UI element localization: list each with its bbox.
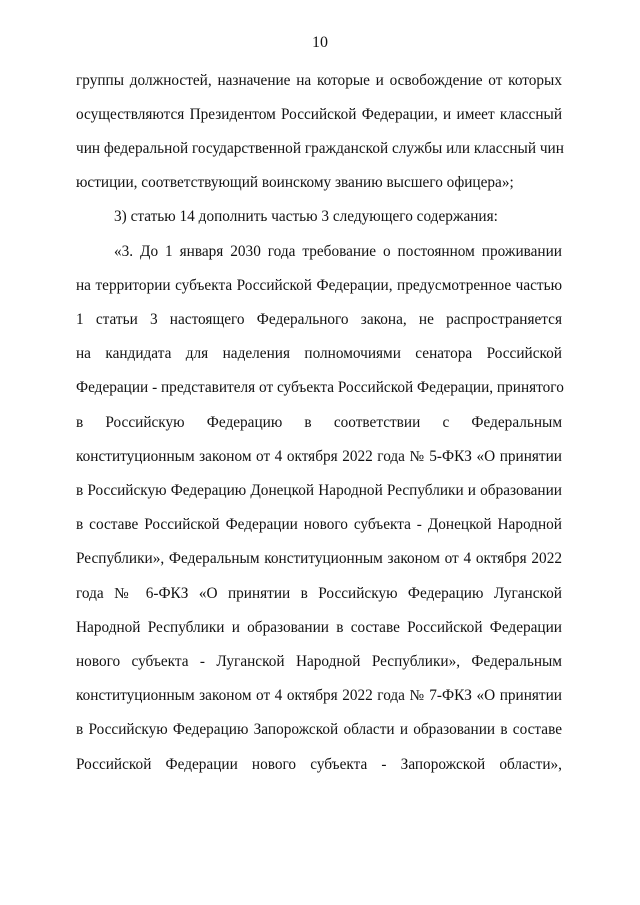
text-line: Народной Республики и образовании в составе Российской Федерации <box>76 619 562 636</box>
text-line: 1 статьи 3 настоящего Федерального закона, не распространяется <box>76 311 562 328</box>
text-line: осуществляются Президентом Российской Федерации, и имеет классный <box>76 106 562 123</box>
text-line: на территории субъекта Российской Федерации, предусмотренное частью <box>76 277 562 294</box>
page-number: 10 <box>312 34 328 51</box>
text-line: «3. До 1 января 2030 года требование о постоянном проживании <box>114 243 562 260</box>
text-line: группы должностей, назначение на которые и освобождение от которых <box>76 72 562 89</box>
text-line: в Российскую Федерацию в соответствии с Федеральным <box>76 414 562 431</box>
text-line: конституционным законом от 4 октября 2022 года № 7-ФКЗ «О принятии <box>76 687 562 704</box>
text-line: 3) статью 14 дополнить частью 3 следующего содержания: <box>114 208 498 225</box>
text-line: на кандидата для наделения полномочиями сенатора Российской <box>76 345 562 362</box>
text-line: чин федеральной государственной гражданской службы или классный чин <box>76 140 564 157</box>
text-line: Российской Федерации нового субъекта - Запорожской области», <box>76 756 562 773</box>
text-line: нового субъекта - Луганской Народной Республики», Федеральным <box>76 653 562 670</box>
text-line: в Российскую Федерацию Запорожской области и образовании в составе <box>76 721 562 738</box>
text-line: в составе Российской Федерации нового субъекта - Донецкой Народной <box>76 516 562 533</box>
text-line: в Российскую Федерацию Донецкой Народной Республики и образовании <box>76 482 562 499</box>
text-line: юстиции, соответствующий воинскому званию высшего офицера»; <box>76 174 514 191</box>
text-line: Республики», Федеральным конституционным законом от 4 октября 2022 <box>76 550 562 567</box>
text-line: Федерации - представителя от субъекта Российской Федерации, принятого <box>76 379 564 396</box>
text-line: года № 6-ФКЗ «О принятии в Российскую Федерацию Луганской <box>76 585 562 602</box>
text-line: конституционным законом от 4 октября 2022 года № 5-ФКЗ «О принятии <box>76 448 562 465</box>
